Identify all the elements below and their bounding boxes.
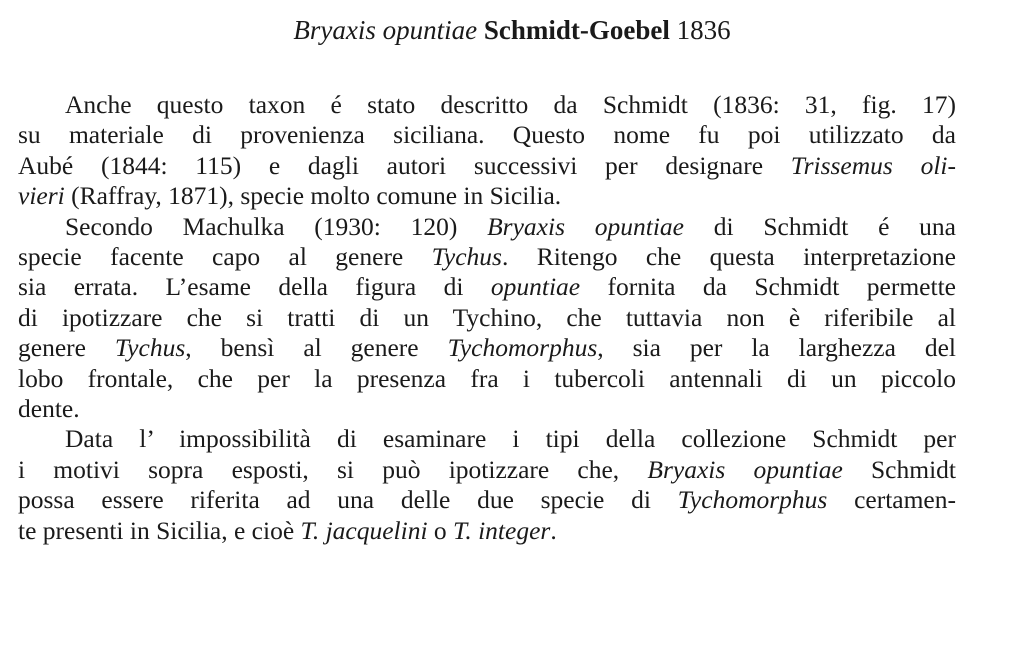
text-line: i motivi sopra esposti, si può ipotizzare che, Bryaxis opuntiae Schmidt	[18, 454, 956, 484]
text-line: lobo frontale, che per la presenza fra i tubercoli antennali di un piccolo	[18, 363, 956, 393]
text-line: dente.	[18, 394, 80, 424]
text-line: sia errata. L’esame della figura di opuntiae fornita da Schmidt permette	[18, 272, 956, 302]
heading-author: Schmidt-Goebel	[483, 15, 670, 45]
heading-taxon: Bryaxis opuntiae	[293, 15, 478, 45]
body-text	[18, 90, 956, 546]
text-line: di ipotizzare che si tratti di un Tychino, che tuttavia non è riferibile al	[18, 302, 956, 332]
text-line: vieri (Raffray, 1871), specie molto comune in Sicilia.	[18, 181, 562, 211]
text-line: specie facente capo al genere Tychus. Ritengo che questa interpretazione	[18, 242, 957, 272]
text-line: genere Tychus, bensì al genere Tychomorphus, sia per la larghezza del	[18, 333, 956, 363]
text-line: Secondo Machulka (1930: 120) Bryaxis opuntiae di Schmidt é una	[65, 211, 956, 241]
heading-year: 1836	[676, 15, 731, 45]
text-line: Anche questo taxon é stato descritto da Schmidt (1836: 31, fig. 17)	[65, 90, 956, 119]
text-line: te presenti in Sicilia, e cioè T. jacquelini o T. integer.	[18, 515, 557, 545]
text-line: Data l’ impossibilità di esaminare i tipi della collezione Schmidt per	[65, 424, 956, 454]
section-heading	[0, 12, 1024, 48]
text-line: possa essere riferita ad una delle due specie di Tychomorphus certamen-	[18, 485, 956, 515]
text-line: Aubé (1844: 115) e dagli autori successivi per designare Trissemus oli-	[18, 150, 956, 180]
text-line: su materiale di provenienza siciliana. Questo nome fu poi utilizzato da	[18, 120, 956, 150]
